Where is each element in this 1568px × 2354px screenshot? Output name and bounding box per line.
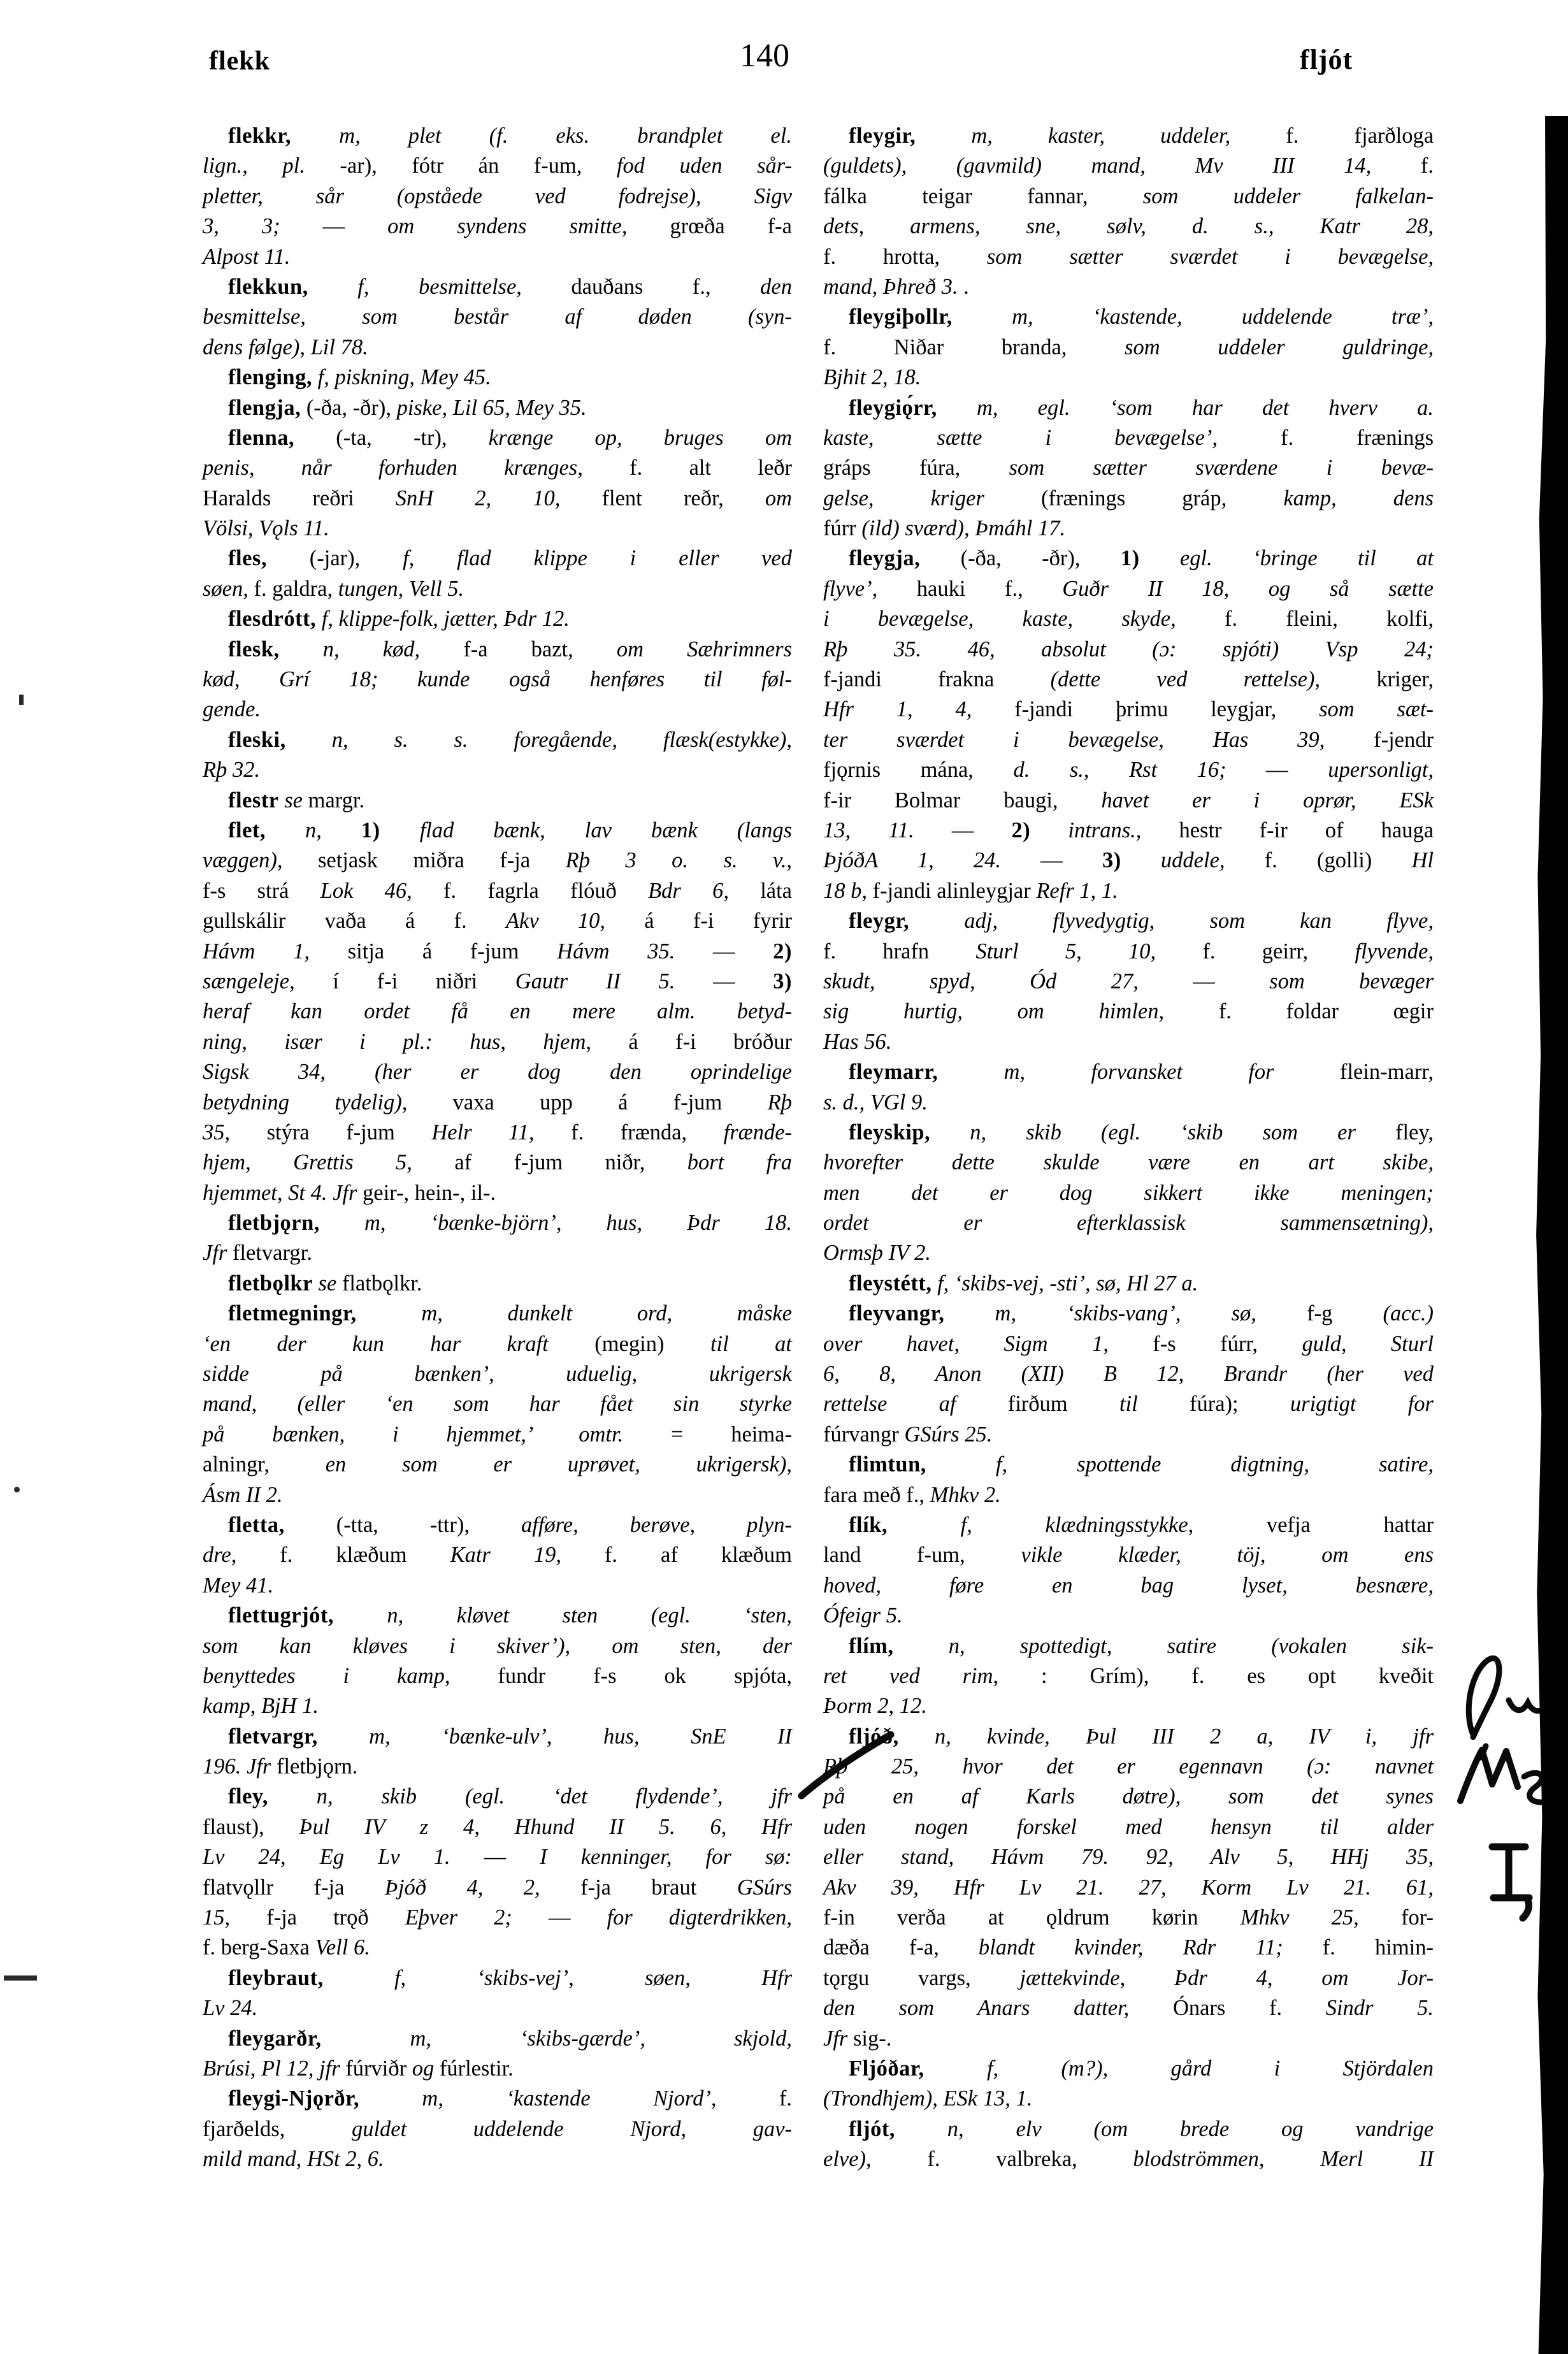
dictionary-line: f. Niðar branda, som uddeler guldringe, xyxy=(823,335,1434,359)
dictionary-line: fálka teigar fannar, som uddeler falkelan- xyxy=(823,184,1434,208)
dictionary-line: 18 b, f-jandi alinleygjar Refr 1, 1. xyxy=(823,878,1118,903)
dictionary-line: dæða f-a, blandt kvinder, Rdr 11; f. himin- xyxy=(823,1935,1434,1960)
dictionary-line: hvorefter dette skulde være en art skibe, xyxy=(823,1150,1434,1175)
dictionary-line: Fljóðar, f, (m?), gård i Stjördalen xyxy=(849,2056,1434,2081)
dictionary-line: f. berg-Saxa Vell 6. xyxy=(203,1935,370,1960)
dictionary-line: benyttedes i kamp, fundr f-s ok spjóta, xyxy=(203,1663,792,1688)
dictionary-line: ning, især i pl.: hus, hjem, á f-i bróður xyxy=(203,1029,792,1054)
dictionary-line: tǫrgu vargs, jættekvinde, Þdr 4, om Jor- xyxy=(823,1965,1434,1990)
dictionary-line: væggen), setjask miðra f-ja Rþ 3 o. s. v., xyxy=(203,848,792,873)
dictionary-line: fletvargr, m, ‘bænke-ulv’, hus, SnE II xyxy=(228,1724,792,1749)
margin-speck xyxy=(19,695,24,705)
dictionary-line: Mey 41. xyxy=(203,1573,274,1598)
dictionary-line: fjǫrnis mána, d. s., Rst 16; — upersonligt, xyxy=(823,758,1434,783)
dictionary-line: flestr se margr. xyxy=(228,788,365,812)
dictionary-line: flaust), Þul IV z 4, Hhund II 5. 6, Hfr xyxy=(203,1814,793,1839)
dictionary-line: fleygiþollr, m, ‘kastende, uddelende træ’, xyxy=(849,305,1434,329)
dictionary-line: fúrvangr GSúrs 25. xyxy=(823,1422,993,1447)
right-column xyxy=(823,121,1434,2175)
left-column xyxy=(203,121,792,2175)
dictionary-line: hjemmet, St 4. Jfr geir-, hein-, il-. xyxy=(203,1180,496,1205)
dictionary-line: fleygiǫ́rr, m, egl. ‘som har det hverv a. xyxy=(849,395,1434,420)
dictionary-line: ordet er efterklassisk sammensætning), xyxy=(823,1211,1434,1236)
dictionary-line: Sigsk 34, (her er dog den oprindelige xyxy=(203,1060,792,1085)
dictionary-line: Hfr 1, 4, f-jandi þrimu leygjar, som sæt- xyxy=(823,697,1434,722)
dictionary-line: flenging, f, piskning, Mey 45. xyxy=(228,365,491,390)
dictionary-line: Þorm 2, 12. xyxy=(823,1694,927,1719)
dictionary-line: mand, (eller ‘en som har fået sin styrke xyxy=(203,1392,792,1417)
dictionary-line: elve), f. valbreka, blodströmmen, Merl II xyxy=(823,2147,1434,2172)
dictionary-line: fleygr, adj, flyvedygtig, som kan flyve, xyxy=(849,909,1434,934)
dictionary-line: flím, n, spottedigt, satire (vokalen sik- xyxy=(849,1633,1434,1658)
dictionary-line: uden nogen forskel med hensyn til alder xyxy=(823,1814,1434,1839)
dictionary-line: land f-um, vikle klæder, töj, om ens xyxy=(823,1543,1434,1568)
dictionary-line: s. d., VGl 9. xyxy=(823,1090,928,1115)
dictionary-line: skudt, spyd, Ód 27, — som bevæger xyxy=(823,969,1434,993)
dictionary-line: fles, (-jar), f, flad klippe i eller ved xyxy=(228,546,792,571)
dictionary-line: lign., pl. -ar), fótr án f-um, fod uden sår- xyxy=(203,154,792,178)
dictionary-line: 13, 11. — 2) intrans., hestr f-ir of hauga xyxy=(823,818,1434,842)
dictionary-line: heraf kan ordet få en mere alm. betyd- xyxy=(203,999,792,1024)
dictionary-line: 196. Jfr fletbjǫrn. xyxy=(203,1754,358,1779)
dictionary-line: over havet, Sigm 1, f-s fúrr, guld, Sturl xyxy=(823,1331,1434,1356)
dictionary-line: fleygir, m, kaster, uddeler, f. fjarðloga xyxy=(849,124,1434,148)
dictionary-line: (Trondhjem), ESk 13, 1. xyxy=(823,2086,1033,2111)
dictionary-line: flenna, (-ta, -tr), krænge op, bruges om xyxy=(228,425,792,450)
dictionary-line: 35, stýra f-jum Helr 11, f. frænda, frænde- xyxy=(203,1120,792,1145)
dictionary-line: fljót, n, elv (om brede og vandrige xyxy=(849,2116,1434,2141)
running-head-left-word: flekk xyxy=(209,47,271,76)
dictionary-line: eller stand, Hávm 79. 92, Alv 5, HHj 35, xyxy=(823,1845,1434,1870)
dictionary-line: gende. xyxy=(203,697,261,722)
running-head xyxy=(0,37,1568,94)
dictionary-line: fletbǫlkr se flatbǫlkr. xyxy=(228,1271,422,1296)
dictionary-line: søen, f. galdra, tungen, Vell 5. xyxy=(203,576,464,601)
dictionary-line: hjem, Grettis 5, af f-jum niðr, bort fra xyxy=(203,1150,792,1175)
dictionary-line: Lv 24. xyxy=(203,1996,258,2021)
dictionary-line: ret ved rim, : Grím), f. es opt kveðit xyxy=(823,1663,1434,1688)
page-number: 140 xyxy=(740,38,789,74)
dictionary-line: fley, n, skib (egl. ‘det flydende’, jfr xyxy=(228,1784,792,1809)
dictionary-line: f. hrafn Sturl 5, 10, f. geirr, flyvende, xyxy=(823,939,1434,964)
dictionary-line: flekkun, f, besmittelse, dauðans f., den xyxy=(228,274,792,299)
dictionary-line: ‘en der kun har kraft (megin) til at xyxy=(203,1331,792,1356)
dictionary-line: flesk, n, kød, f-a bazt, om Sæhrimners xyxy=(228,637,792,661)
dictionary-line: på bænken, i hjemmet,’ omtr. = heima- xyxy=(203,1422,792,1447)
dictionary-line: fleybraut, f, ‘skibs-vej’, søen, Hfr xyxy=(228,1965,793,1990)
margin-dash xyxy=(4,1975,37,1981)
dictionary-line: rettelse af firðum til fúra); urigtigt for xyxy=(823,1392,1434,1417)
dictionary-line: som kan kløves i skiver’), om sten, der xyxy=(203,1633,792,1658)
dictionary-line: mild mand, HSt 2, 6. xyxy=(203,2147,384,2172)
dictionary-line: 6, 8, Anon (XII) B 12, Brandr (her ved xyxy=(823,1362,1434,1387)
dictionary-line: fleyvangr, m, ‘skibs-vang’, sø, f-g (acc.) xyxy=(849,1301,1434,1326)
dictionary-line: fara með f., Mhkv 2. xyxy=(823,1482,1001,1507)
dictionary-line: gullskálir vaða á f. Akv 10, á f-i fyrir xyxy=(203,909,792,934)
dictionary-line: Rþ 25, hvor det er egennavn (ɔ: navnet xyxy=(823,1754,1434,1779)
dictionary-line: på en af Karls døtre), som det synes xyxy=(823,1784,1434,1809)
dictionary-line: fleski, n, s. s. foregående, flæsk(estykke), xyxy=(228,727,793,752)
dictionary-line: ter sværdet i bevægelse, Has 39, f-jendr xyxy=(823,727,1434,752)
dictionary-line: flatvǫllr f-ja Þjóð 4, 2, f-ja braut GSúrs xyxy=(203,1875,792,1900)
dictionary-line: fljóð, n, kvinde, Þul III 2 a, IV i, jfr xyxy=(849,1724,1434,1749)
dictionary-line: f-ir Bolmar baugi, havet er i oprør, ESk xyxy=(823,788,1434,812)
dictionary-line: (guldets), (gavmild) mand, Mv III 14, f. xyxy=(823,154,1434,178)
dictionary-line: den som Anars datter, Ónars f. Sindr 5. xyxy=(823,1996,1434,2021)
dictionary-line: dets, armens, sne, sølv, d. s., Katr 28, xyxy=(823,214,1434,239)
dictionary-line: f-in verða at ǫldrum kørin Mhkv 25, for- xyxy=(823,1905,1434,1930)
dictionary-line: Ófeigr 5. xyxy=(823,1603,903,1628)
dictionary-line: flík, f, klædningsstykke, vefja hattar xyxy=(849,1512,1434,1537)
dictionary-line: alningr, en som er uprøvet, ukrigersk), xyxy=(203,1452,793,1477)
dictionary-line: f-jandi frakna (dette ved rettelse), kriger, xyxy=(823,667,1434,692)
dictionary-line: flengja, (-ða, -ðr), piske, Lil 65, Mey 35. xyxy=(228,395,587,420)
dictionary-line: Rþ 32. xyxy=(203,758,261,783)
dictionary-line: Brúsi, Pl 12, jfr fúrviðr og fúrlestir. xyxy=(203,2056,514,2081)
dictionary-line: Rþ 35. 46, absolut (ɔ: spjóti) Vsp 24; xyxy=(823,637,1434,661)
dictionary-line: gelse, kriger (frænings gráp, kamp, dens xyxy=(823,486,1434,510)
dictionary-line: kød, Grí 18; kunde også henføres til føl- xyxy=(203,667,792,692)
dictionary-line: f. hrotta, som sætter sværdet i bevægelse, xyxy=(823,244,1434,269)
margin-speck xyxy=(14,1487,20,1492)
dictionary-line: ÞjóðA 1, 24. — 3) uddele, f. (golli) Hl xyxy=(823,848,1434,873)
dictionary-line: fleygi-Njǫrðr, m, ‘kastende Njord’, f. xyxy=(228,2086,793,2111)
dictionary-line: f-s strá Lok 46, f. fagrla flóuð Bdr 6, láta xyxy=(203,878,792,903)
dictionary-line: fleygja, (-ða, -ðr), 1) egl. ‘bringe til at xyxy=(849,546,1434,571)
dictionary-line: fleystétt, f, ‘skibs-vej, -sti’, sø, Hl 27 a. xyxy=(849,1271,1198,1296)
dictionary-line: Ormsþ IV 2. xyxy=(823,1241,931,1266)
dictionary-line: flet, n, 1) flad bænk, lav bænk (langs xyxy=(228,818,793,842)
dictionary-line: kamp, BjH 1. xyxy=(203,1694,319,1719)
dictionary-line: 15, f-ja trǫð Eþver 2; — for digterdrikken, xyxy=(203,1905,792,1930)
dictionary-line: Völsi, Vǫls 11. xyxy=(203,516,329,541)
dictionary-line: Jfr sig-. xyxy=(823,2026,892,2051)
dictionary-line: fletbjǫrn, m, ‘bænke-björn’, hus, Þdr 18. xyxy=(228,1211,792,1236)
dictionary-line: fletta, (-tta, -ttr), afføre, berøve, plyn- xyxy=(228,1512,792,1537)
dictionary-line: flekkr, m, plet (f. eks. brandplet el. xyxy=(228,124,792,148)
dictionary-line: fleyskip, n, skib (egl. ‘skib som er fley, xyxy=(849,1120,1434,1145)
dictionary-line: 3, 3; — om syndens smitte, grœða f-a xyxy=(203,214,792,239)
dictionary-line: fletmegningr, m, dunkelt ord, måske xyxy=(228,1301,792,1326)
dictionary-line: flyve’, hauki f., Guðr II 18, og så sætte xyxy=(823,576,1434,601)
dictionary-line: men det er dog sikkert ikke meningen; xyxy=(823,1180,1434,1205)
scan-gutter-shadow xyxy=(1531,116,1568,2354)
dictionary-line: pletter, sår (opståede ved fodrejse), Sigv xyxy=(203,184,792,208)
dictionary-line: flesdrótt, f, klippe-folk, jætter, Þdr 12. xyxy=(228,607,570,632)
dictionary-line: kaste, sætte i bevægelse’, f. frænings xyxy=(823,425,1434,450)
dictionary-line: Alpost 11. xyxy=(203,244,291,269)
dictionary-line: sængeleje, í f-i niðri Gautr II 5. — 3) xyxy=(203,969,793,993)
dictionary-line: flimtun, f, spottende digtning, satire, xyxy=(849,1452,1434,1477)
dictionary-line: Bjhit 2, 18. xyxy=(823,365,921,390)
dictionary-line: mand, Þhreð 3. . xyxy=(823,274,969,299)
dictionary-line: flettugrjót, n, kløvet sten (egl. ‘sten, xyxy=(228,1603,792,1628)
dictionary-line: fleygarðr, m, ‘skibs-gærde’, skjold, xyxy=(228,2026,792,2051)
dictionary-line: dens følge), Lil 78. xyxy=(203,335,368,359)
dictionary-line: Has 56. xyxy=(823,1029,892,1054)
dictionary-line: fjarðelds, guldet uddelende Njord, gav- xyxy=(203,2116,792,2141)
dictionary-line: Lv 24, Eg Lv 1. — I kenninger, for sø: xyxy=(203,1845,793,1870)
dictionary-line: Haralds reðri SnH 2, 10, flent reðr, om xyxy=(203,486,792,510)
dictionary-line: fleymarr, m, forvansket for flein-marr, xyxy=(849,1060,1434,1085)
dictionary-line: sig hurtig, om himlen, f. foldar œgir xyxy=(823,999,1434,1024)
running-head-right-word: fljót xyxy=(1300,44,1353,75)
dictionary-line: gráps fúra, som sætter sværdene i bevæ- xyxy=(823,456,1434,480)
dictionary-line: Akv 39, Hfr Lv 21. 27, Korm Lv 21. 61, xyxy=(823,1875,1434,1900)
dictionary-line: sidde på bænken’, uduelig, ukrigersk xyxy=(203,1362,792,1387)
dictionary-line: fúrr (ild) sværd), Þmáhl 17. xyxy=(823,516,1066,541)
dictionary-line: i bevægelse, kaste, skyde, f. fleini, kolfi, xyxy=(823,607,1434,632)
dictionary-line: Hávm 1, sitja á f-jum Hávm 35. — 2) xyxy=(203,939,792,964)
dictionary-line: Ásm II 2. xyxy=(203,1482,283,1507)
dictionary-line: penis, når forhuden krænges, f. alt leðr xyxy=(203,456,792,480)
dictionary-line: betydning tydelig), vaxa upp á f-jum Rþ xyxy=(203,1090,792,1115)
dictionary-line: Jfr fletvargr. xyxy=(203,1241,312,1266)
dictionary-line: dre, f. klæðum Katr 19, f. af klæðum xyxy=(203,1543,792,1568)
dictionary-line: besmittelse, som består af døden (syn- xyxy=(203,305,792,329)
dictionary-line: hoved, føre en bag lyset, besnære, xyxy=(823,1573,1434,1598)
